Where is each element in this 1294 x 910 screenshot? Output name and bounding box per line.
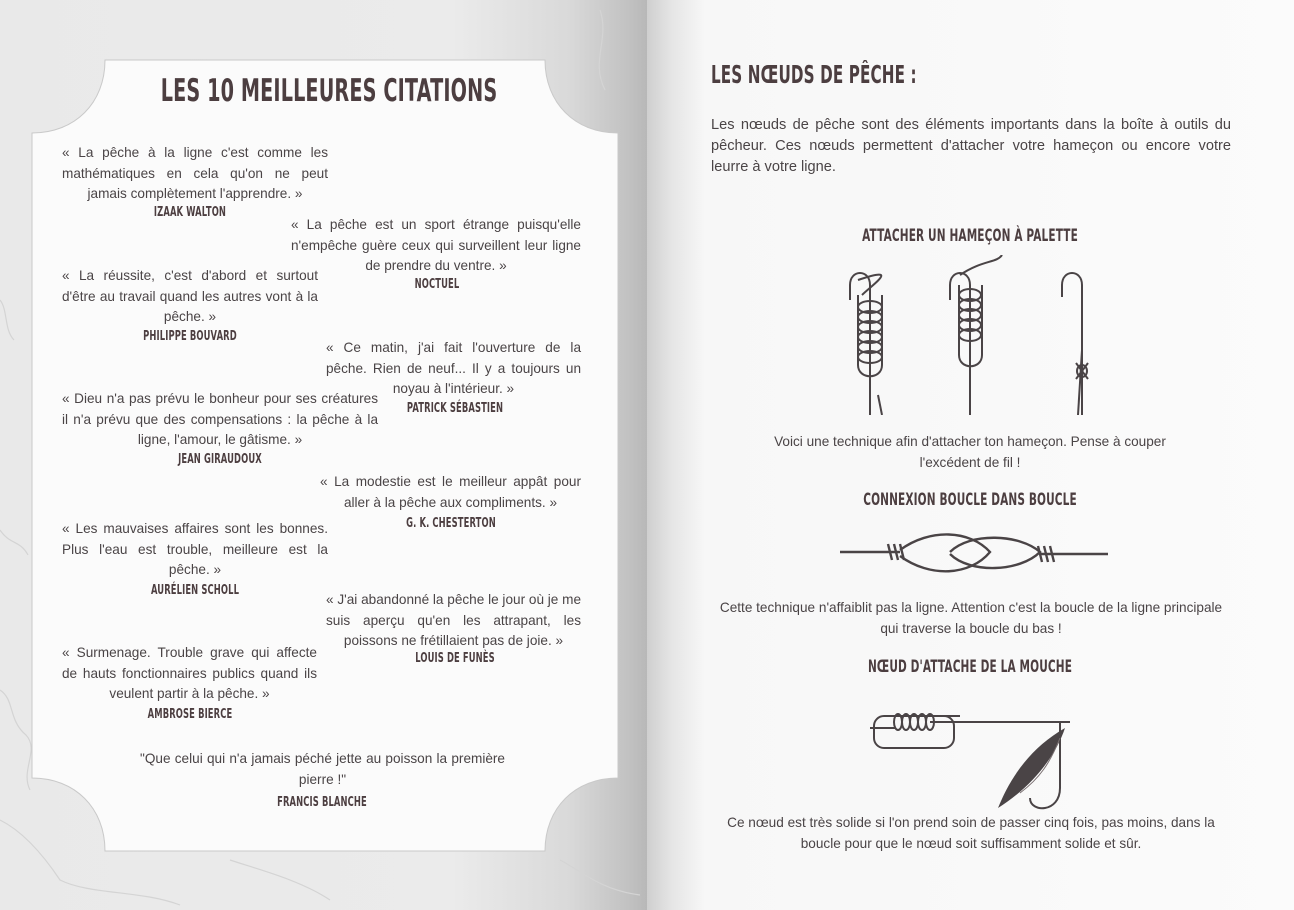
section-caption-loop: Cette technique n'affaiblit pas la ligne. Attention c'est la boucle de la ligne principale qui traverse la boucle du bas ! — [719, 600, 1223, 636]
quote-text: « La pêche à la ligne c'est comme les mathématiques en cela qu'on ne peut jamais complètement l'apprendre. » — [62, 145, 328, 201]
quote-text: « La modestie est le meilleur appât pour aller à la pêche aux compliments. » — [320, 474, 581, 510]
quote-author: AMBROSE BIERCE — [147, 706, 233, 722]
knots-title: LES NŒUDS DE PÊCHE : — [711, 60, 917, 89]
hook-knot-illustration-icon — [832, 255, 1102, 415]
quote-author: LOUIS DE FUNÈS — [415, 650, 495, 666]
quote-text: "Que celui qui n'a jamais péché jette au poisson la première pierre !" — [140, 751, 505, 787]
quote-author: PATRICK SÉBASTIEN — [406, 400, 504, 416]
section-title-loop: CONNEXION BOUCLE DANS BOUCLE — [863, 490, 1077, 510]
quote-text: « J'ai abandonné la pêche le jour où je me suis aperçu qu'en les attrapant, les poissons ne frétillaient pas de joie. » — [326, 592, 582, 648]
quote-text: « Surmenage. Trouble grave qui affecte de hauts fonctionnaires publics quand ils veulent partir à la pêche. » — [62, 645, 317, 701]
quote-text: « Les mauvaises affaires sont les bonnes. Plus l'eau est trouble, meilleure est la pêche. » — [62, 521, 328, 577]
quote-author: G. K. CHESTERTON — [406, 515, 496, 531]
quote-author: NOCTUEL — [414, 276, 460, 292]
quotes-title: LES 10 MEILLEURES CITATIONS — [160, 73, 498, 109]
section-title-hook: ATTACHER UN HAMEÇON À PALETTE — [862, 226, 1078, 246]
section-caption-hook: Voici une technique afin d'attacher ton hameçon. Pense à couper l'excédent de fil ! — [774, 434, 1166, 470]
knots-intro: Les nœuds de pêche sont des éléments importants dans la boîte à outils du pêcheur. Ces nœuds permettent d'attacher votre hameçon ou encore votre leurre à votre ligne. — [711, 117, 1231, 175]
quote-author: PHILIPPE BOUVARD — [143, 328, 237, 344]
quote-author: JEAN GIRAUDOUX — [178, 451, 262, 467]
quote-text: « La pêche est un sport étrange puisqu'elle n'empêche guère ceux qui surveillent leur ligne de prendre du ventre. » — [291, 217, 581, 273]
quote-text: « Dieu n'a pas prévu le bonheur pour ses créatures il n'a prévu que des compensations : la pêche à la ligne, l'amour, le gâtisme. » — [62, 391, 378, 447]
quote-author: IZAAK WALTON — [153, 204, 227, 220]
loop-to-loop-illustration-icon — [840, 530, 1110, 580]
quote-author: FRANCIS BLANCHE — [277, 794, 367, 810]
section-title-fly: NŒUD D'ATTACHE DE LA MOUCHE — [867, 657, 1073, 677]
quote-text: « Ce matin, j'ai fait l'ouverture de la pêche. Rien de neuf... Il y a toujours un noyau à l'intérieur. » — [326, 340, 581, 396]
section-caption-fly: Ce nœud est très solide si l'on prend soin de passer cinq fois, pas moins, dans la boucle pour que le nœud soit suffisamment solide et sûr. — [727, 815, 1215, 851]
quote-author: AURÉLIEN SCHOLL — [150, 582, 240, 598]
quote-text: « La réussite, c'est d'abord et surtout d'être au travail quand les autres vont à la pêche. » — [62, 268, 318, 324]
fly-knot-illustration-icon — [870, 698, 1080, 813]
